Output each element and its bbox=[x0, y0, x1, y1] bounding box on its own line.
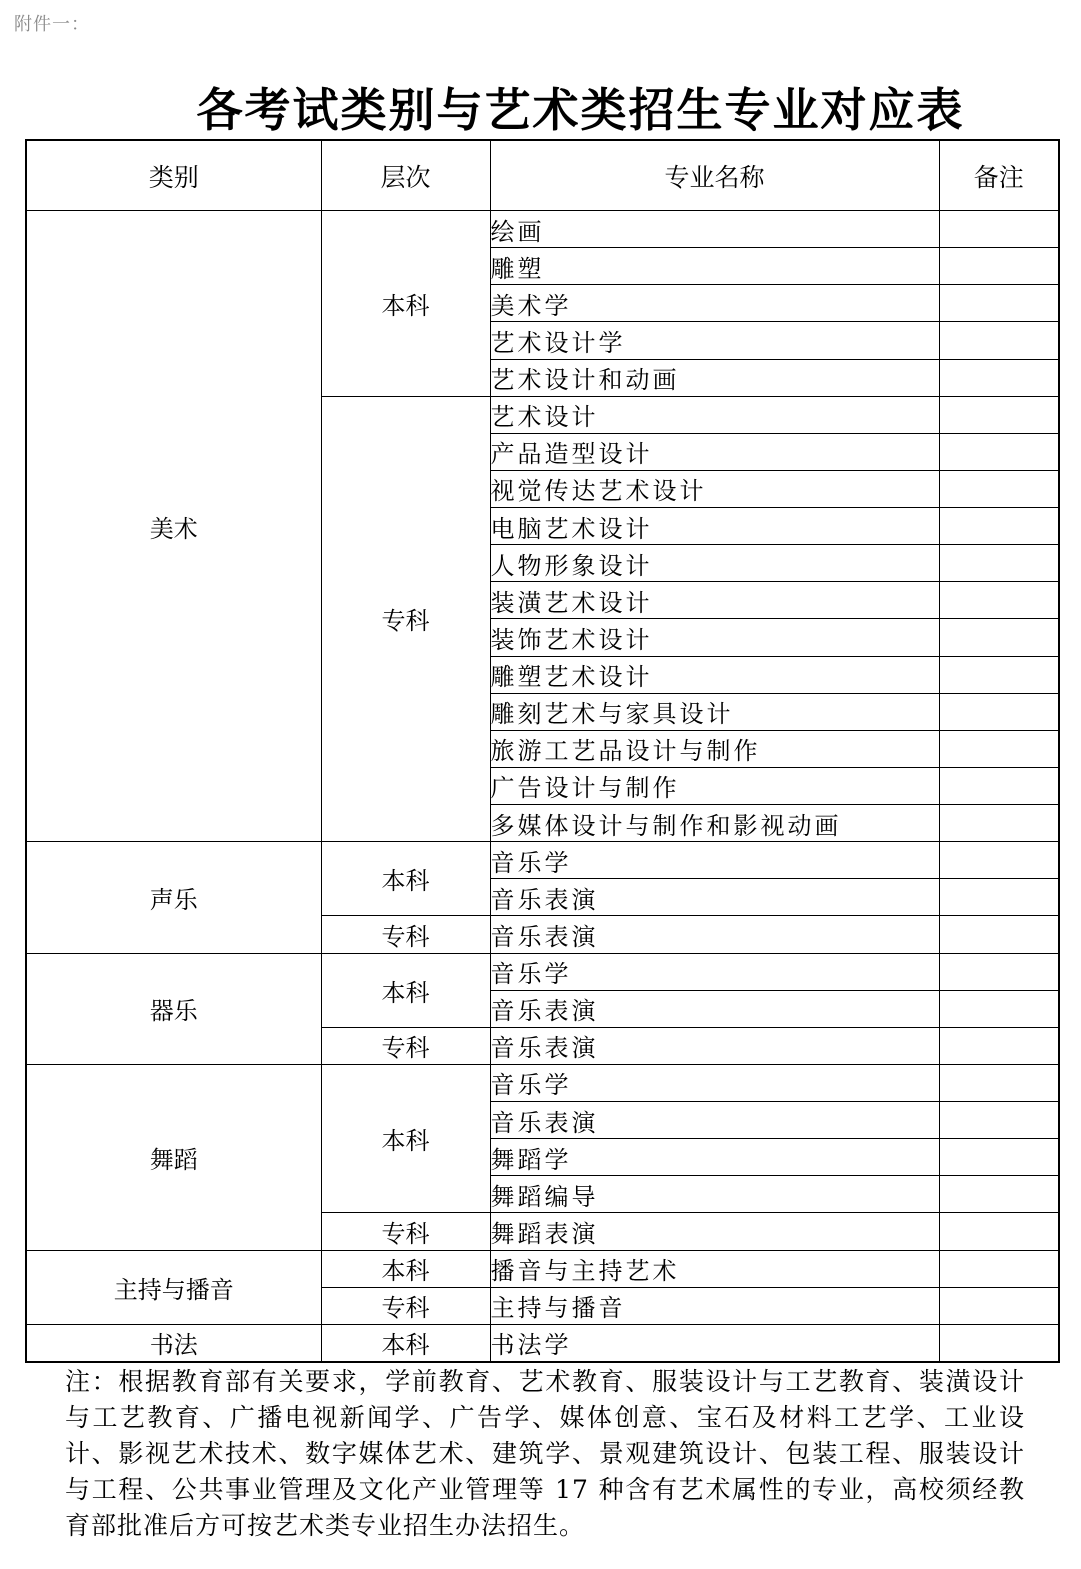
table-header-row bbox=[26, 140, 1059, 211]
remark-cell bbox=[939, 433, 1059, 470]
level-cell: 专科 bbox=[321, 1027, 490, 1064]
major-name-cell: 装饰艺术设计 bbox=[490, 619, 939, 656]
table-body bbox=[26, 211, 1059, 1363]
major-name-cell: 音乐表演 bbox=[490, 990, 939, 1027]
remark-cell bbox=[939, 1064, 1059, 1101]
major-name-cell: 播音与主持艺术 bbox=[490, 1250, 939, 1287]
header-level: 层次 bbox=[321, 140, 490, 211]
table-row bbox=[26, 842, 1059, 879]
level-cell: 本科 bbox=[321, 1324, 490, 1362]
level-cell: 专科 bbox=[321, 916, 490, 953]
major-name-cell: 舞蹈学 bbox=[490, 1139, 939, 1176]
page-title: 各考试类别与艺术类招生专业对应表 bbox=[196, 83, 965, 137]
remark-cell bbox=[939, 1213, 1059, 1250]
remark-cell bbox=[939, 1250, 1059, 1287]
major-name-cell: 雕塑 bbox=[490, 248, 939, 285]
header-category: 类别 bbox=[26, 140, 321, 211]
table-row bbox=[26, 211, 1059, 248]
remark-cell bbox=[939, 1287, 1059, 1324]
remark-cell bbox=[939, 285, 1059, 322]
major-name-cell: 广告设计与制作 bbox=[490, 767, 939, 804]
major-name-cell: 主持与播音 bbox=[490, 1287, 939, 1324]
major-name-cell: 舞蹈编导 bbox=[490, 1176, 939, 1213]
major-name-cell: 雕刻艺术与家具设计 bbox=[490, 693, 939, 730]
category-cell: 器乐 bbox=[26, 953, 321, 1064]
category-cell: 声乐 bbox=[26, 842, 321, 953]
attachment-label: 附件一： bbox=[14, 14, 90, 35]
table-row bbox=[26, 1064, 1059, 1101]
header-remark: 备注 bbox=[939, 140, 1059, 211]
major-name-cell: 绘画 bbox=[490, 211, 939, 248]
major-name-cell: 书法学 bbox=[490, 1324, 939, 1362]
remark-cell bbox=[939, 582, 1059, 619]
remark-cell bbox=[939, 730, 1059, 767]
remark-cell bbox=[939, 470, 1059, 507]
level-cell: 本科 bbox=[321, 211, 490, 397]
category-cell: 主持与播音 bbox=[26, 1250, 321, 1324]
remark-cell bbox=[939, 693, 1059, 730]
remark-cell bbox=[939, 1324, 1059, 1362]
major-mapping-table bbox=[25, 139, 1060, 1363]
major-name-cell: 人物形象设计 bbox=[490, 545, 939, 582]
level-cell: 本科 bbox=[321, 1064, 490, 1213]
remark-cell bbox=[939, 805, 1059, 842]
major-name-cell: 音乐表演 bbox=[490, 879, 939, 916]
remark-cell bbox=[939, 248, 1059, 285]
major-name-cell: 艺术设计和动画 bbox=[490, 359, 939, 396]
major-name-cell: 装潢艺术设计 bbox=[490, 582, 939, 619]
remark-cell bbox=[939, 359, 1059, 396]
table-row bbox=[26, 1250, 1059, 1287]
major-name-cell: 电脑艺术设计 bbox=[490, 508, 939, 545]
remark-cell bbox=[939, 322, 1059, 359]
category-cell: 舞蹈 bbox=[26, 1064, 321, 1250]
footnote: 注：根据教育部有关要求，学前教育、艺术教育、服装设计与工艺教育、装潢设计与工艺教育、广播电视新闻学、广告学、媒体创意、宝石及材料工艺学、工业设计、影视艺术技术、数字媒体艺术、建筑学、景观建筑设计、包装工程、服装设计与工程、公共事业管理及文化产业管理等 17 种含有艺术属性的专业，高校须经教育部批准后方可按艺术类专业招生办法招生。 bbox=[65, 1367, 1025, 1540]
major-name-cell: 音乐学 bbox=[490, 1064, 939, 1101]
header-major: 专业名称 bbox=[490, 140, 939, 211]
remark-cell bbox=[939, 1139, 1059, 1176]
remark-cell bbox=[939, 767, 1059, 804]
major-name-cell: 美术学 bbox=[490, 285, 939, 322]
remark-cell bbox=[939, 1176, 1059, 1213]
remark-cell bbox=[939, 211, 1059, 248]
remark-cell bbox=[939, 953, 1059, 990]
level-cell: 本科 bbox=[321, 1250, 490, 1287]
remark-cell bbox=[939, 619, 1059, 656]
remark-cell bbox=[939, 842, 1059, 879]
remark-cell bbox=[939, 1102, 1059, 1139]
major-name-cell: 视觉传达艺术设计 bbox=[490, 470, 939, 507]
remark-cell bbox=[939, 990, 1059, 1027]
major-name-cell: 音乐学 bbox=[490, 842, 939, 879]
remark-cell bbox=[939, 396, 1059, 433]
major-name-cell: 音乐学 bbox=[490, 953, 939, 990]
level-cell: 专科 bbox=[321, 396, 490, 842]
level-cell: 本科 bbox=[321, 842, 490, 916]
major-name-cell: 艺术设计 bbox=[490, 396, 939, 433]
major-name-cell: 旅游工艺品设计与制作 bbox=[490, 730, 939, 767]
level-cell: 专科 bbox=[321, 1213, 490, 1250]
major-name-cell: 音乐表演 bbox=[490, 1102, 939, 1139]
remark-cell bbox=[939, 545, 1059, 582]
category-cell: 书法 bbox=[26, 1324, 321, 1362]
category-cell: 美术 bbox=[26, 211, 321, 842]
major-name-cell: 雕塑艺术设计 bbox=[490, 656, 939, 693]
major-name-cell: 音乐表演 bbox=[490, 1027, 939, 1064]
table-row bbox=[26, 953, 1059, 990]
major-name-cell: 音乐表演 bbox=[490, 916, 939, 953]
remark-cell bbox=[939, 508, 1059, 545]
remark-cell bbox=[939, 1027, 1059, 1064]
major-name-cell: 多媒体设计与制作和影视动画 bbox=[490, 805, 939, 842]
table-row bbox=[26, 1324, 1059, 1362]
remark-cell bbox=[939, 879, 1059, 916]
level-cell: 本科 bbox=[321, 953, 490, 1027]
major-name-cell: 舞蹈表演 bbox=[490, 1213, 939, 1250]
remark-cell bbox=[939, 656, 1059, 693]
remark-cell bbox=[939, 916, 1059, 953]
level-cell: 专科 bbox=[321, 1287, 490, 1324]
major-name-cell: 产品造型设计 bbox=[490, 433, 939, 470]
major-name-cell: 艺术设计学 bbox=[490, 322, 939, 359]
